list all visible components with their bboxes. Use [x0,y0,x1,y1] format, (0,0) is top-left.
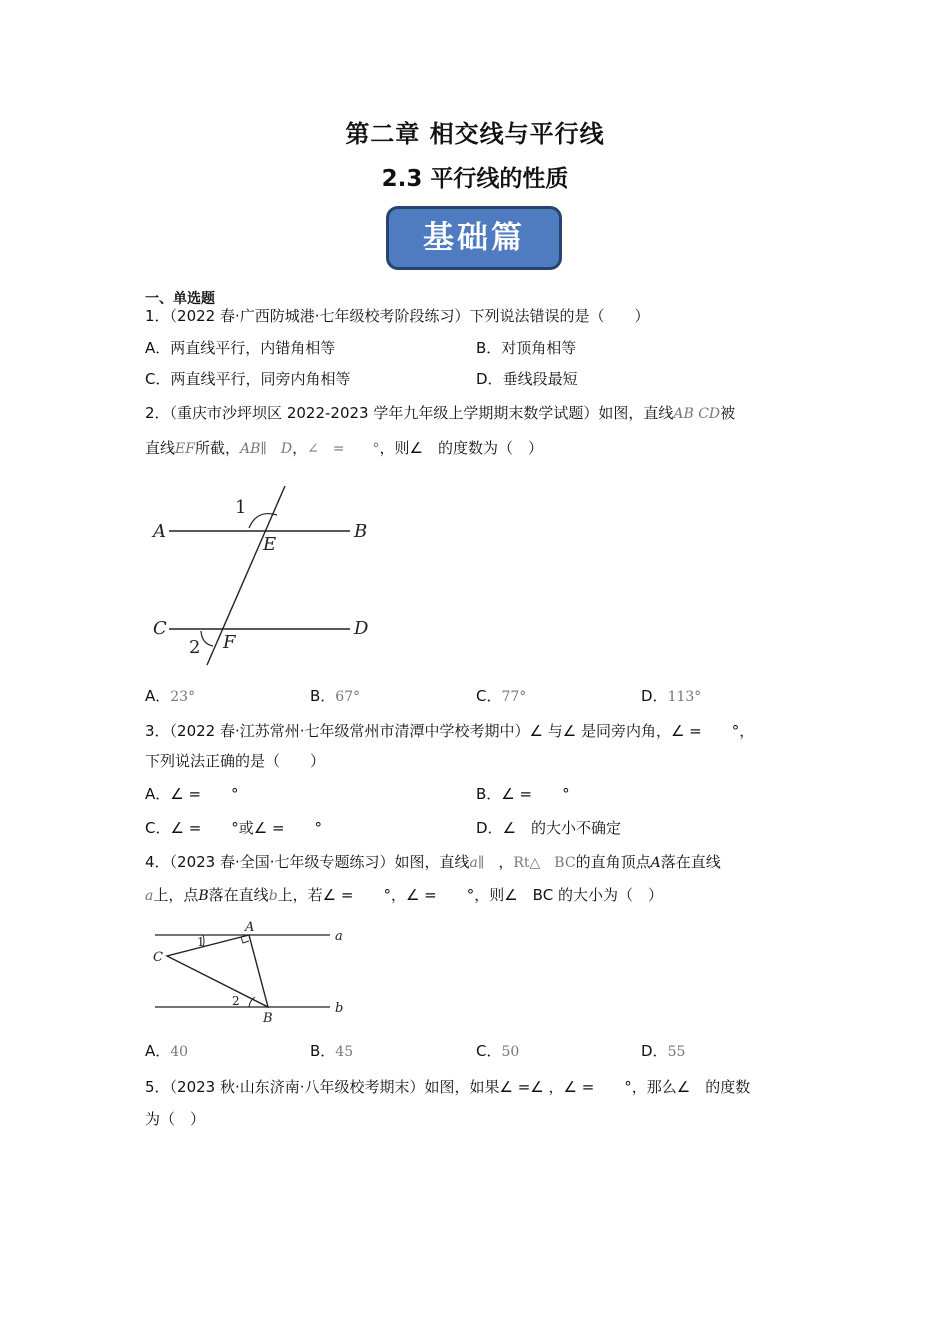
label-line-a: a [335,929,343,944]
section-title: 2.3 平行线的性质 [381,166,569,192]
q5-stem-line2: 为（ ） [145,1110,206,1128]
q4-stem-line2: a上，点B落在直线b上，若∠ = °，∠ = °，则∠ BC 的大小为（ ） [145,886,663,904]
q1-option-c[interactable]: C．两直线平行，同旁内角相等 [145,370,351,388]
label-f: F [223,632,236,653]
label-angle-1: 1 [197,935,205,949]
q1-stem: 1．（2022 春·广西防城港·七年级校考阶段练习）下列说法错误的是（ ） [145,307,650,325]
label-b: B [354,521,368,542]
q2-option-c[interactable]: C．77° [476,687,527,705]
q3-stem-line2: 下列说法正确的是（ ） [145,752,326,770]
q3-option-c[interactable]: C．∠ = °或∠ = ° [145,819,323,837]
q4-option-b[interactable]: B．45 [310,1042,354,1060]
label-a: A [153,521,166,542]
q1-option-b[interactable]: B．对顶角相等 [476,339,577,357]
label-line-b: b [335,1001,344,1016]
label-vertex-a: A [245,920,255,935]
q4-option-c[interactable]: C．50 [476,1042,520,1060]
label-c: C [153,618,167,639]
q4-option-d[interactable]: D．55 [641,1042,686,1060]
difficulty-badge: 基础篇 [386,206,562,270]
q2-stem-line2: 直线EF所截，AB∥ D，∠ = °，则∠ 的度数为（ ） [145,439,543,457]
right-triangle [167,935,268,1007]
q3-stem-line1: 3．（2022 春·江苏常州·七年级常州市清潭中学校考期中）∠ 与∠ 是同旁内角，∠ = °， [145,722,755,740]
label-d: D [354,618,369,639]
angle-2-arc [201,631,213,646]
chapter-title: 第二章 相交线与平行线 [345,120,605,148]
q3-option-a[interactable]: A．∠ = ° [145,785,239,803]
q3-option-b[interactable]: B．∠ = ° [476,785,570,803]
label-angle-2: 2 [232,994,240,1008]
question-type-heading: 一、单选题 [145,291,215,307]
label-vertex-b: B [263,1011,273,1026]
label-angle-2: 2 [189,637,201,658]
q3-option-d[interactable]: D．∠ 的大小不确定 [476,819,622,837]
label-e: E [263,534,277,555]
q2-option-b[interactable]: B．67° [310,687,361,705]
q2-figure [145,478,385,673]
q5-stem-line1: 5．（2023 秋·山东济南·八年级校考期末）如图，如果∠ =∠ ，∠ = °，那么∠ 的度数 [145,1078,751,1096]
q1-option-a[interactable]: A．两直线平行，内错角相等 [145,339,336,357]
label-angle-1: 1 [235,497,247,518]
q4-figure [145,918,355,1026]
q1-option-d[interactable]: D．垂线段最短 [476,370,578,388]
q4-option-a[interactable]: A．40 [145,1042,189,1060]
q2-stem-line1: 2．（重庆市沙坪坝区 2022-2023 学年九年级上学期期末数学试题）如图，直线AB CD被 [145,404,736,422]
label-vertex-c: C [153,950,163,965]
q2-option-d[interactable]: D．113° [641,687,702,705]
q4-stem-line1: 4．（2023 春·全国·七年级专题练习）如图，直线a∥ ，Rt△ BC的直角顶点A落在直线 [145,853,721,871]
q2-option-a[interactable]: A．23° [145,687,196,705]
right-angle-mark [241,937,249,943]
